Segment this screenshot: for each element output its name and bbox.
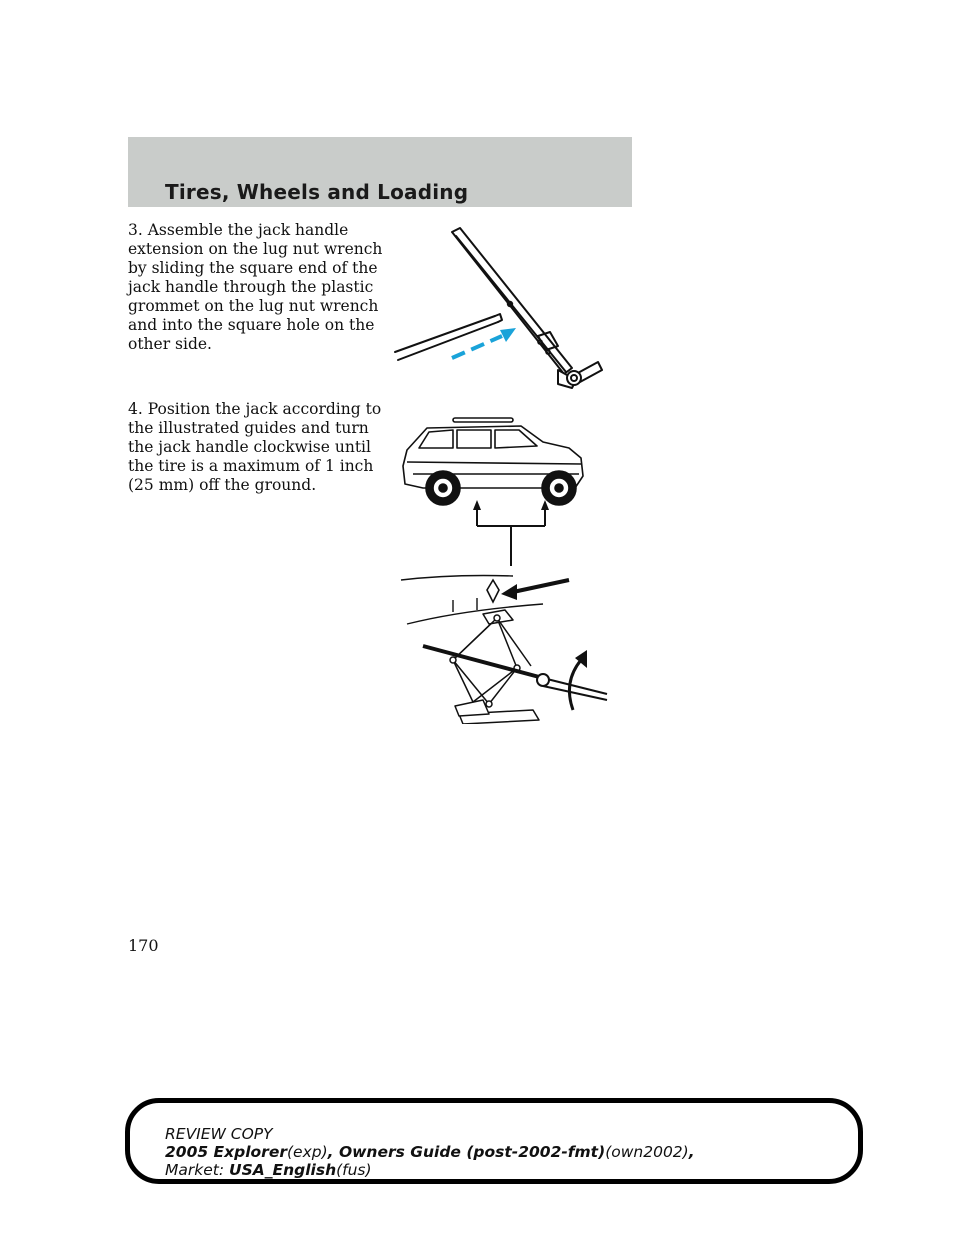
market-label: Market:	[165, 1161, 225, 1179]
separator-1: ,	[327, 1143, 339, 1161]
jack-handle-wrench-illustration	[390, 222, 610, 400]
market-code: (fus)	[336, 1161, 372, 1179]
vehicle-jack-position-illustration	[393, 414, 615, 724]
vehicle-code: (exp)	[286, 1143, 328, 1161]
guide-code: (own2002)	[605, 1143, 689, 1161]
guide-name: Owners Guide (post-2002-fmt)	[338, 1143, 606, 1161]
instruction-step-4	[128, 400, 388, 495]
document-id-line	[165, 1143, 695, 1161]
step-3-text: 3. Assemble the jack handle extension on the lug nut wrench by sliding the square end of the jack handle through the plastic grommet on the lug nut wrench and into the square hole on the other side.	[128, 221, 383, 353]
review-copy-text	[165, 1125, 695, 1179]
insert-direction-arrow	[452, 336, 502, 358]
page-number: 170	[128, 936, 159, 955]
market-line	[165, 1161, 695, 1179]
separator-2: ,	[688, 1143, 695, 1161]
instruction-step-3	[128, 221, 388, 354]
section-title: Tires, Wheels and Loading	[165, 180, 469, 204]
step-4-text: 4. Position the jack according to the illustrated guides and turn the jack handle clockwise until the tire is a maximum of 1 inch (25 mm) off the ground.	[128, 400, 382, 494]
review-copy-label: REVIEW COPY	[165, 1125, 273, 1143]
vehicle-name: 2005 Explorer	[165, 1143, 287, 1161]
market-name: USA_English	[229, 1161, 337, 1179]
